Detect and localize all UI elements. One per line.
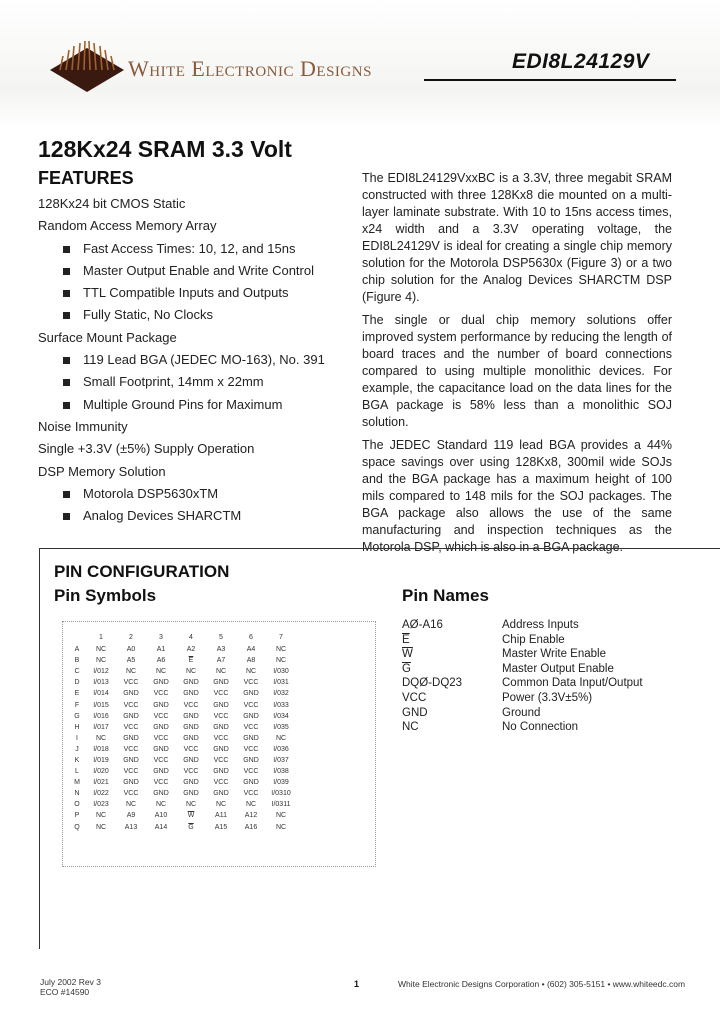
company-logo-icon [50,40,124,92]
pin-cell: GND [213,745,229,753]
feature-text: Motorola DSP5630xTM [83,485,219,501]
feature-bullet-item [38,304,358,326]
pin-description: Ground [502,706,541,719]
table-row [68,799,296,810]
pin-cell: I/032 [273,690,289,698]
row-label: L [75,768,79,776]
row-label: I [76,734,78,742]
table-row [68,777,296,788]
pin-cell: VCC [243,768,259,776]
feature-item [38,461,358,483]
pin-cell: A6 [156,657,166,665]
pin-cell: VCC [123,768,139,776]
pin-cell: A10 [154,812,168,820]
pin-cell: NC [125,801,137,809]
pin-cell: GND [183,756,199,764]
bullet-square-icon [63,268,70,275]
pin-cell: A2 [186,646,196,654]
features-list [38,193,358,527]
pin-cell: GND [153,790,169,798]
pin-cell: A12 [244,812,258,820]
pin-cell: NC [95,657,107,665]
pin-cell: VCC [213,690,229,698]
pin-cell: A8 [246,657,256,665]
pin-cell: VCC [153,712,169,720]
pin-cell: GND [243,712,259,720]
pin-description: Master Output Enable [502,662,614,675]
feature-item [38,327,358,349]
pin-cell: NC [275,646,287,654]
pin-description: Power (3.3V±5%) [502,691,593,704]
pin-cell: VCC [153,779,169,787]
pin-cell: GND [213,679,229,687]
footer-date-rev: July 2002 Rev 3 [40,977,101,987]
pin-cell: I/039 [273,779,289,787]
pin-cell: A14 [154,823,168,831]
description-paragraph: The EDI8L24129VxxBC is a 3.3V, three megabit SRAM constructed with three 128Kx8 die mounted on a multi-layer laminate substrate. With 10 to 15ns access times, x24 width and a 3.3V operating voltage, the EDI8L24129V is ideal for creating a single chip memory solution for the Motorola DSP5630x (Figure 3) or a two chip solution for the Analog Devices SHARCTM DSP (Figure 4). [362,171,672,304]
row-label: G [74,712,80,720]
column-header: 3 [159,633,163,641]
bullet-square-icon [63,513,70,520]
feature-text: Fully Static, No Clocks [83,307,214,323]
column-header: 7 [279,633,283,641]
pin-cell: A16 [244,823,258,831]
feature-item [38,215,358,237]
pin-cell: GND [123,712,139,720]
feature-bullet-item [38,238,358,260]
feature-text: TTL Compatible Inputs and Outputs [83,285,289,301]
pin-cell: NC [275,823,287,831]
pin-cell: GND [153,679,169,687]
pin-cell: I/019 [93,756,109,764]
pin-cell: NC [245,668,257,676]
pin-cell: GND [183,779,199,787]
row-label: C [74,668,80,676]
feature-text: Analog Devices SHARCTM [83,508,242,524]
pin-cell: I/023 [93,801,109,809]
pin-description: Address Inputs [502,619,579,631]
row-label: O [74,801,80,809]
pin-cell: VCC [123,790,139,798]
row-label: B [74,657,80,665]
row-label: E [74,690,80,698]
pin-cell: GND [183,679,199,687]
pin-cell: I/037 [273,756,289,764]
pin-cell: GND [243,779,259,787]
pin-description: Common Data Input/Output [502,677,643,690]
pin-cell: A1 [156,646,166,654]
row-label: P [74,812,80,820]
description-paragraph: The single or dual chip memory solutions offer improved system performance by reducing the length of board traces and the number of board connections compared to using multiple monolithic devices. For example, the capacitance load on the data lines for the BGA package is 58% less than a monolithic SOJ solution. [362,313,672,429]
pin-cell: NC [215,801,227,809]
pin-description: Master Write Enable [502,648,606,661]
pin-cell: VCC [153,734,169,742]
pin-cell: VCC [243,701,259,709]
pin-cell: A9 [126,812,136,820]
table-row [68,810,296,821]
pin-cell: I/021 [93,779,109,787]
pin-cell: GND [123,756,139,764]
column-header: 1 [99,633,103,641]
row-label: M [74,779,80,787]
pin-cell: A4 [246,646,256,654]
pin-symbols-table [68,630,296,833]
pin-cell: GND [123,779,139,787]
table-row [68,688,296,699]
bullet-square-icon [63,402,70,409]
pin-cell: NC [95,812,107,820]
feature-text: Multiple Ground Pins for Maximum [83,396,283,412]
pin-cell: I/013 [93,679,109,687]
pin-cell: NC [95,646,107,654]
feature-text: Master Output Enable and Write Control [83,262,314,278]
feature-text: Fast Access Times: 10, 12, and 15ns [83,240,296,256]
pin-cell: VCC [123,745,139,753]
pin-cell: A3 [216,646,226,654]
footer-revision [40,977,101,997]
bullet-square-icon [63,246,70,253]
table-row [68,788,296,799]
pin-cell: GND [153,768,169,776]
pin-cell: GND [123,690,139,698]
pin-names-heading: Pin Names [402,586,489,605]
pin-cell: GND [213,768,229,776]
column-header: 4 [189,633,193,641]
description [362,170,672,562]
feature-text: Single +3.3V (±5%) Supply Operation [38,441,255,457]
pin-cell: GND [243,734,259,742]
pin-cell: NC [125,668,137,676]
company-name-text: White Electronic Designs [128,56,372,81]
pin-cell: I/016 [93,712,109,720]
pin-cell: NC [95,734,107,742]
pin-cell: I/036 [273,745,289,753]
pin-symbol: $\overline{G}$ [402,662,411,675]
row-label: F [74,701,80,709]
pin-cell: VCC [153,756,169,764]
pin-cell: VCC [123,679,139,687]
pin-cell: I/018 [93,745,109,753]
pin-cell: NC [215,668,227,676]
pin-description: Chip Enable [502,633,565,646]
pin-cell: GND [153,745,169,753]
pin-cell: I/017 [93,723,109,731]
pin-cell: VCC [183,701,199,709]
pin-cell: I/030 [273,668,289,676]
table-row [68,722,296,733]
pin-cell: NC [275,657,287,665]
pin-cell: GND [183,734,199,742]
pin-configuration-heading: PIN CONFIGURATION [54,562,230,581]
pin-cell: I/022 [93,790,109,798]
column-header: 6 [249,633,253,641]
bullet-square-icon [63,312,70,319]
feature-item [38,416,358,438]
pin-cell: I/014 [93,690,109,698]
table-row [68,644,296,655]
pin-symbols-heading: Pin Symbols [54,586,157,605]
pin-cell: A11 [215,812,227,820]
header-rule [424,79,676,81]
pin-cell: VCC [243,679,259,687]
column-header: 5 [219,633,223,641]
feature-text: Random Access Memory Array [38,218,217,234]
pin-cell: VCC [213,756,229,764]
pin-cell: VCC [213,779,229,787]
pin-cell: GND [243,756,259,764]
feature-bullet-item [38,260,358,282]
footer-eco: ECO #14590 [40,987,90,997]
row-label: Q [74,823,80,831]
feature-bullet-item [38,349,358,371]
pin-cell: GND [243,690,259,698]
table-row [68,711,296,722]
pin-symbol: NC [402,721,419,734]
pin-cell: I/0311 [271,801,291,809]
page-number: 1 [354,979,360,989]
pin-cell: NC [155,668,167,676]
pin-description: No Connection [502,721,579,734]
pin-cell: VCC [123,701,139,709]
bullet-square-icon [63,379,70,386]
pin-cell: GND [183,690,199,698]
feature-text: Noise Immunity [38,418,128,434]
pin-cell: I/0310 [271,790,291,798]
pin-cell: NC [185,801,197,809]
feature-bullet-item [38,505,358,527]
feature-text: Surface Mount Package [38,329,177,345]
feature-text: 128Kx24 bit CMOS Static [38,196,186,211]
pin-cell: GND [213,701,229,709]
feature-bullet-item [38,483,358,505]
footer-company-line: White Electronic Designs Corporation • (602) 305-5151 • www.whiteedc.com [398,979,686,989]
pin-symbol: $\overline{E}$ [402,633,410,646]
pin-cell: VCC [213,734,229,742]
feature-text: DSP Memory Solution [38,463,166,479]
pin-cell: VCC [123,723,139,731]
pin-symbol: GND [402,706,428,719]
column-header: 2 [129,633,133,641]
table-row [68,666,296,677]
bullet-square-icon [63,357,70,364]
description-paragraph: The JEDEC Standard 119 lead BGA provides a 44% space savings over using 128Kx8, 300mil wide SOJs and the BGA package has a maximum height of 100 mils compared to 148 mils for the SOJ packages. The BGA package also allows the use of the same manufacturing and inspection techniques as the Motorola DSP, which is also in a BGA package. [362,438,672,554]
feature-bullet-item [38,371,358,393]
pin-cell: I/035 [273,723,289,731]
bullet-square-icon [63,491,70,498]
pin-cell: A0 [126,646,136,654]
pin-cell: GND [153,701,169,709]
pin-cell: I/031 [273,679,289,687]
pin-symbol: DQØ-DQ23 [402,677,463,690]
pin-cell: $\overline{G}$ [188,823,194,831]
pin-cell: I/020 [93,768,109,776]
pin-cell: NC [155,801,167,809]
table-row [68,677,296,688]
features-heading: FEATURES [38,168,134,188]
row-label: K [74,756,80,764]
pin-cell: I/033 [273,701,289,709]
pin-cell: $\overline{E}$ [188,657,194,665]
company-name [128,56,372,82]
feature-text: 119 Lead BGA (JEDEC MO-163), No. 391 [83,352,325,368]
pin-cell: VCC [213,712,229,720]
table-corner [68,630,86,644]
part-number: EDI8L24129V [512,50,650,73]
pin-cell: I/015 [93,701,109,709]
pin-cell: NC [185,668,197,676]
pin-cell: GND [213,723,229,731]
pin-cell: A7 [216,657,226,665]
page-title: 128Kx24 SRAM 3.3 Volt [38,136,292,162]
pin-cell: $\overline{W}$ [187,812,195,820]
feature-text: Small Footprint, 14mm x 22mm [83,374,264,390]
feature-bullet-item [38,282,358,304]
row-label: A [74,646,80,654]
pin-cell: GND [183,723,199,731]
bullet-square-icon [63,290,70,297]
row-label: D [74,679,80,687]
pin-cell: A13 [124,823,138,831]
pin-symbol: VCC [402,691,427,704]
pin-cell: GND [183,790,199,798]
pin-symbol: AØ-A16 [402,619,443,631]
pin-cell: I/038 [273,768,289,776]
pin-cell: GND [153,723,169,731]
pin-cell: I/034 [273,712,289,720]
pin-cell: A5 [126,657,136,665]
pin-cell: NC [245,801,257,809]
pin-cell: GND [183,712,199,720]
row-label: H [74,723,80,731]
pin-cell: GND [213,790,229,798]
pin-symbol: $\overline{W}$ [402,648,413,661]
pin-cell: NC [95,823,107,831]
pin-cell: VCC [153,690,169,698]
row-label: J [75,745,79,753]
table-row [68,755,296,766]
pin-cell: VCC [243,745,259,753]
pin-cell: VCC [183,745,199,753]
row-label: N [74,790,80,798]
pin-cell: VCC [243,723,259,731]
pin-cell: A15 [214,823,228,831]
pin-cell: GND [123,734,139,742]
pin-cell: NC [275,734,287,742]
table-row [68,822,296,833]
pin-cell: NC [275,812,287,820]
pin-cell: VCC [243,790,259,798]
pin-cell: VCC [183,768,199,776]
table-row [68,766,296,777]
feature-item [38,193,358,215]
table-row [68,655,296,666]
table-row [68,699,296,710]
table-row [68,744,296,755]
feature-item [38,438,358,460]
feature-bullet-item [38,394,358,416]
pin-cell: I/012 [93,668,109,676]
table-row [68,733,296,744]
